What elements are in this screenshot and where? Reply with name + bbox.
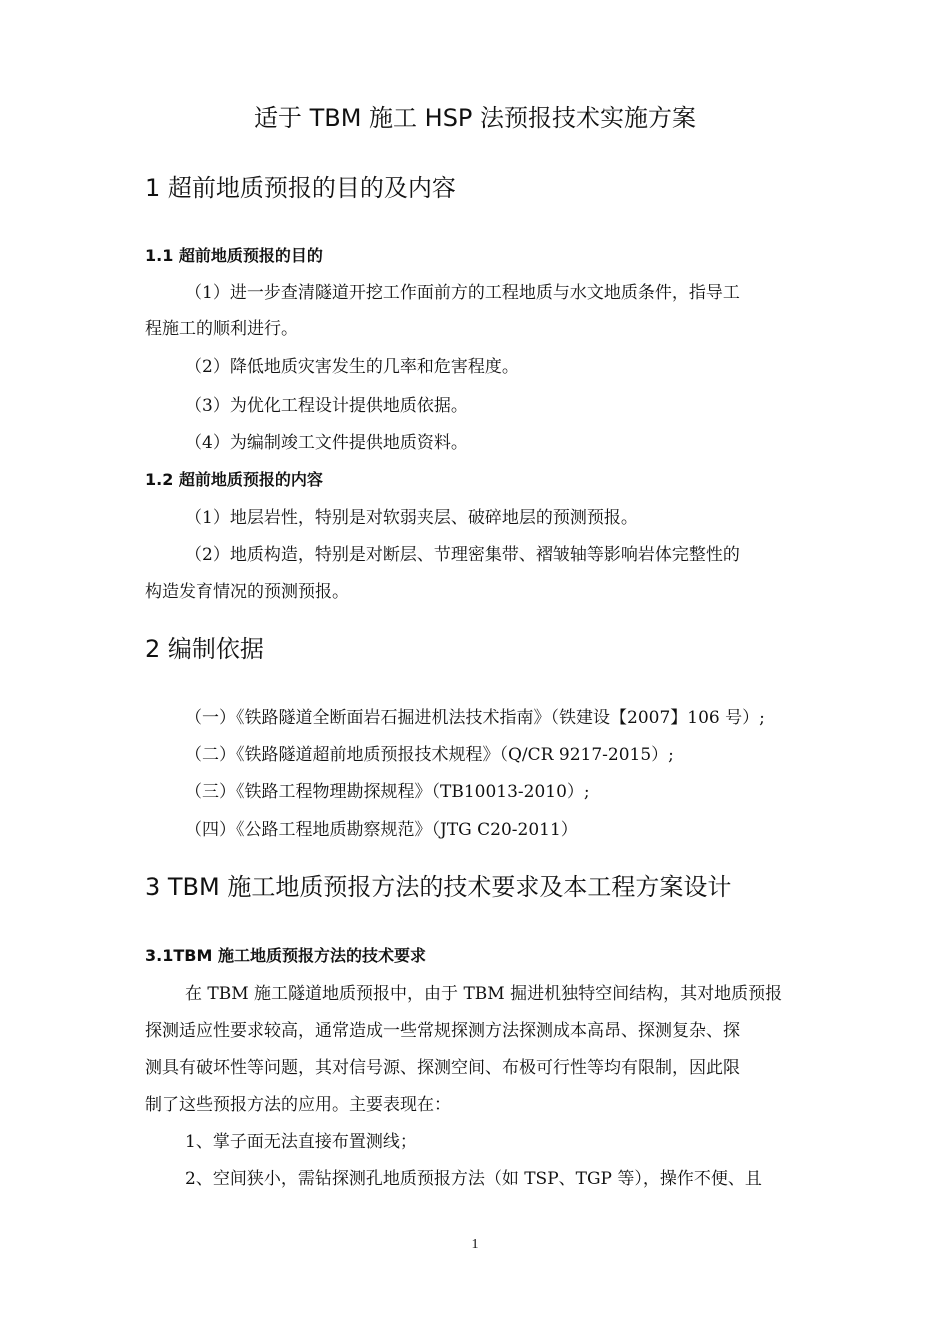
document-title: 适于 TBM 施工 HSP 法预报技术实施方案 <box>253 104 697 132</box>
reference-item: （一）《铁路隧道全断面岩石掘进机法技术指南》（铁建设【2007】106 号）; <box>185 708 765 728</box>
paragraph-line: （4）为编制竣工文件提供地质资料。 <box>185 433 468 453</box>
reference-item: （四）《公路工程地质勘察规范》（JTG C20-2011） <box>185 820 578 840</box>
paragraph-line: 程施工的顺利进行。 <box>145 319 298 339</box>
section-1-2-heading: 1.2 超前地质预报的内容 <box>145 470 323 489</box>
paragraph-line: 探测适应性要求较高，通常造成一些常规探测方法探测成本高昂、探测复杂、探 <box>145 1021 740 1041</box>
paragraph-line: 制了这些预报方法的应用。主要表现在： <box>145 1095 451 1115</box>
section-3-heading: 3 TBM 施工地质预报方法的技术要求及本工程方案设计 <box>145 873 732 901</box>
paragraph-line: （1）进一步查清隧道开挖工作面前方的工程地质与水文地质条件，指导工 <box>185 283 740 303</box>
page-number: 1 <box>471 1237 479 1252</box>
list-item: 2、空间狭小，需钻探测孔地质预报方法（如 TSP、TGP 等），操作不便、且 <box>185 1169 762 1189</box>
section-1-heading: 1 超前地质预报的目的及内容 <box>145 174 456 202</box>
reference-item: （二）《铁路隧道超前地质预报技术规程》（Q/CR 9217-2015）; <box>185 745 674 765</box>
paragraph-line: （3）为优化工程设计提供地质依据。 <box>185 396 468 416</box>
list-item: 1、掌子面无法直接布置测线； <box>185 1132 417 1152</box>
section-1-1-heading: 1.1 超前地质预报的目的 <box>145 246 323 265</box>
paragraph-line: （1）地层岩性，特别是对软弱夹层、破碎地层的预测预报。 <box>185 508 638 528</box>
paragraph-line: 在 TBM 施工隧道地质预报中，由于 TBM 掘进机独特空间结构，其对地质预报 <box>185 984 783 1004</box>
paragraph-line: 测具有破坏性等问题，其对信号源、探测空间、布极可行性等均有限制，因此限 <box>145 1058 740 1078</box>
reference-item: （三）《铁路工程物理勘探规程》（TB10013-2010）; <box>185 782 590 802</box>
section-3-1-heading: 3.1TBM 施工地质预报方法的技术要求 <box>145 946 426 965</box>
paragraph-line: （2）地质构造，特别是对断层、节理密集带、褶皱轴等影响岩体完整性的 <box>185 545 740 565</box>
section-2-heading: 2 编制依据 <box>145 635 264 663</box>
paragraph-line: （2）降低地质灾害发生的几率和危害程度。 <box>185 357 519 377</box>
paragraph-line: 构造发育情况的预测预报。 <box>145 582 349 602</box>
